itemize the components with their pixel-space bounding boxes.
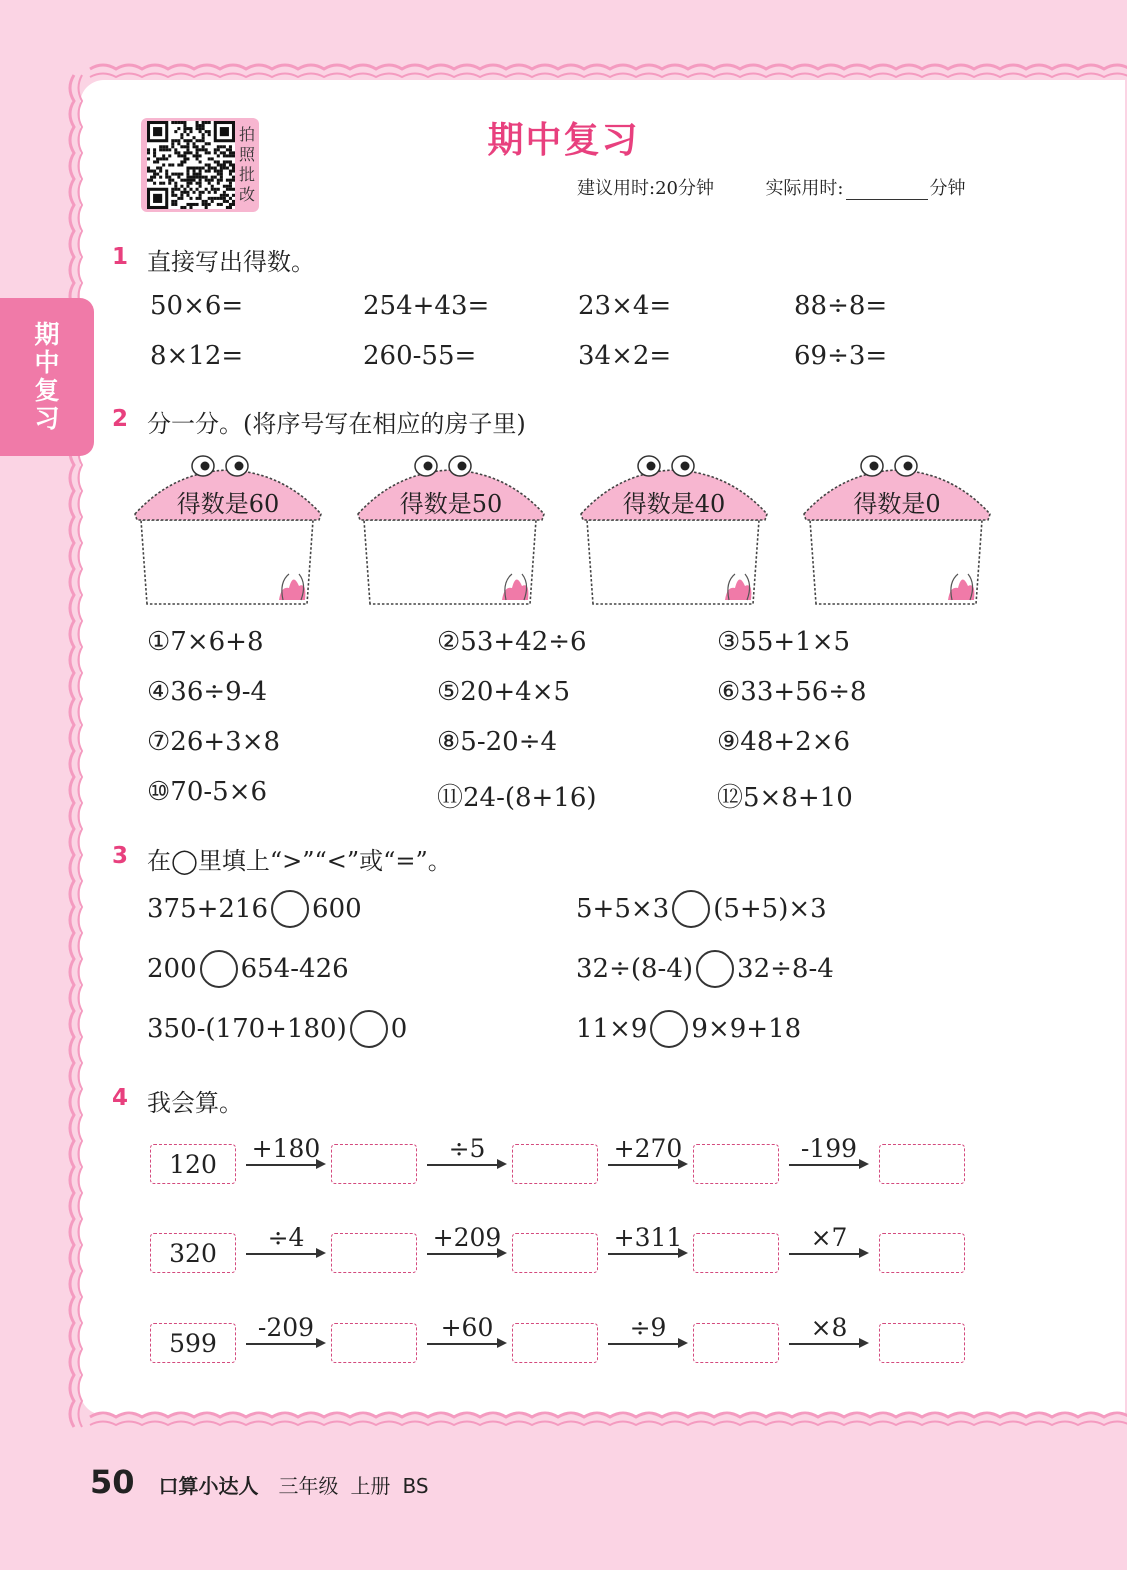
arrow-line <box>246 1164 318 1166</box>
side-tab-char: 中 <box>34 348 60 377</box>
answer-circle[interactable] <box>271 890 309 928</box>
q1-item[interactable]: 34×2= <box>578 341 672 371</box>
page-number: 50 <box>90 1463 135 1501</box>
q2-expression: ①7×6+8 <box>147 627 264 657</box>
suggested-time: 建议用时:20分钟 <box>577 178 714 199</box>
q3-comparison <box>147 1010 407 1048</box>
answer-box[interactable] <box>693 1144 779 1184</box>
chain-start-value: 599 <box>150 1323 236 1363</box>
arrow-head-icon <box>497 1338 507 1348</box>
arrow-head-icon <box>678 1248 688 1258</box>
side-tab-char: 期 <box>34 320 60 349</box>
question-2-number: 2 <box>112 406 129 432</box>
question-3-number: 3 <box>112 843 129 869</box>
q3-comparison <box>576 1010 801 1048</box>
operation-label: +209 <box>432 1223 502 1252</box>
house-drawing <box>133 450 323 610</box>
q3-left: 350-(170+180) <box>147 1014 347 1044</box>
answer-circle[interactable] <box>650 1010 688 1048</box>
operation-label: +60 <box>440 1313 494 1342</box>
q3-right: 600 <box>312 894 362 924</box>
operation-arrow <box>608 1223 688 1269</box>
actual-time-blank[interactable] <box>846 181 928 200</box>
answer-box[interactable] <box>512 1233 598 1273</box>
q3-left: 375+216 <box>147 894 269 924</box>
arrow-line <box>608 1164 680 1166</box>
answer-circle[interactable] <box>200 950 238 988</box>
operation-arrow <box>427 1134 507 1180</box>
q1-item[interactable]: 69÷3= <box>794 341 888 371</box>
operation-arrow <box>608 1313 688 1359</box>
answer-circle[interactable] <box>696 950 734 988</box>
arrow-line <box>246 1253 318 1255</box>
q2-expression: ⑤20+4×5 <box>437 677 571 707</box>
q2-expression: ⑩70-5×6 <box>147 777 268 807</box>
arrow-head-icon <box>859 1159 869 1169</box>
q3-right: 654-426 <box>240 954 349 984</box>
house-label: 得数是60 <box>176 490 280 518</box>
q3-right: 32÷8-4 <box>737 954 834 984</box>
operation-label: ÷4 <box>267 1223 305 1252</box>
q2-expression: ②53+42÷6 <box>437 627 587 657</box>
timing-line <box>577 174 966 200</box>
house-drawing <box>356 450 546 610</box>
answer-box[interactable] <box>331 1323 417 1363</box>
question-3-text: 在◯里填上“>”“<”或“=”。 <box>147 847 452 875</box>
q3-comparison <box>576 950 834 988</box>
q3-right: (5+5)×3 <box>713 894 827 924</box>
house-label: 得数是40 <box>622 490 726 518</box>
operation-arrow <box>427 1223 507 1269</box>
house-4[interactable] <box>802 450 992 614</box>
side-tab-char: 复 <box>34 376 60 405</box>
arrow-line <box>427 1343 499 1345</box>
answer-box[interactable] <box>512 1144 598 1184</box>
edition-label: BS <box>402 1474 429 1498</box>
q3-left: 32÷(8-4) <box>576 954 694 984</box>
q1-item[interactable]: 88÷8= <box>794 291 888 321</box>
arrow-head-icon <box>859 1338 869 1348</box>
arrow-head-icon <box>859 1248 869 1258</box>
arrow-head-icon <box>316 1248 326 1258</box>
arrow-head-icon <box>497 1248 507 1258</box>
chain-start-value: 120 <box>150 1144 236 1184</box>
answer-circle[interactable] <box>672 890 710 928</box>
book-title: 口算小达人 <box>158 1474 259 1498</box>
side-tab-char: 习 <box>34 404 60 433</box>
arrow-head-icon <box>316 1159 326 1169</box>
actual-time-label: 实际用时: <box>765 178 844 199</box>
arrow-line <box>789 1343 861 1345</box>
house-2[interactable] <box>356 450 546 614</box>
qr-caption: 拍 照 批 改 <box>238 125 255 204</box>
q1-item[interactable]: 260-55= <box>363 341 477 371</box>
arrow-line <box>608 1343 680 1345</box>
arrow-head-icon <box>678 1159 688 1169</box>
operation-label: ×8 <box>810 1313 848 1342</box>
operation-arrow <box>246 1134 326 1180</box>
q2-expression: ③55+1×5 <box>717 627 851 657</box>
q1-item[interactable]: 50×6= <box>150 291 244 321</box>
operation-label: ÷9 <box>629 1313 667 1342</box>
q2-expression: ⑥33+56÷8 <box>717 677 867 707</box>
answer-box[interactable] <box>512 1323 598 1363</box>
q1-item[interactable]: 8×12= <box>150 341 244 371</box>
operation-arrow <box>789 1134 869 1180</box>
arrow-head-icon <box>497 1159 507 1169</box>
arrow-line <box>789 1164 861 1166</box>
operation-arrow <box>246 1313 326 1359</box>
q3-comparison <box>576 890 827 928</box>
operation-label: +180 <box>251 1134 321 1163</box>
arrow-line <box>246 1343 318 1345</box>
answer-box[interactable] <box>879 1233 965 1273</box>
arrow-head-icon <box>316 1338 326 1348</box>
q1-item[interactable]: 254+43= <box>363 291 490 321</box>
q3-left: 11×9 <box>576 1014 648 1044</box>
page-footer <box>90 1463 441 1501</box>
house-1[interactable] <box>133 450 323 614</box>
operation-arrow <box>789 1313 869 1359</box>
arrow-line <box>789 1253 861 1255</box>
house-drawing <box>802 450 992 610</box>
q3-left: 5+5×3 <box>576 894 670 924</box>
operation-arrow <box>427 1313 507 1359</box>
answer-box[interactable] <box>331 1144 417 1184</box>
operation-label: +270 <box>613 1134 683 1163</box>
q2-expression: ⑧5-20÷4 <box>437 727 558 757</box>
chain-start-value: 320 <box>150 1233 236 1273</box>
q3-left: 200 <box>147 954 197 984</box>
operation-arrow <box>246 1223 326 1269</box>
answer-box[interactable] <box>693 1233 779 1273</box>
q2-expression: ⑪24-(8+16) <box>437 783 597 813</box>
q1-item[interactable]: 23×4= <box>578 291 672 321</box>
answer-box[interactable] <box>879 1144 965 1184</box>
operation-label: -209 <box>257 1313 315 1342</box>
q2-expression: ⑨48+2×6 <box>717 727 851 757</box>
answer-box[interactable] <box>879 1323 965 1363</box>
q2-expression: ④36÷9-4 <box>147 677 268 707</box>
q3-comparison <box>147 890 362 928</box>
q2-expression: ⑦26+3×8 <box>147 727 281 757</box>
house-label: 得数是50 <box>399 490 503 518</box>
question-4-text: 我会算。 <box>147 1089 243 1117</box>
q2-expression: ⑫5×8+10 <box>717 783 853 813</box>
answer-circle[interactable] <box>350 1010 388 1048</box>
operation-arrow <box>608 1134 688 1180</box>
question-2-text: 分一分。(将序号写在相应的房子里) <box>147 410 526 438</box>
arrow-line <box>427 1164 499 1166</box>
house-drawing <box>579 450 769 610</box>
answer-box[interactable] <box>331 1233 417 1273</box>
actual-time-unit: 分钟 <box>929 178 966 199</box>
question-1-text: 直接写出得数。 <box>147 248 315 276</box>
q3-comparison <box>147 950 349 988</box>
arrow-head-icon <box>678 1338 688 1348</box>
answer-box[interactable] <box>693 1323 779 1363</box>
q3-right: 0 <box>390 1014 408 1044</box>
operation-label: +311 <box>613 1223 683 1252</box>
arrow-line <box>427 1253 499 1255</box>
q3-right: 9×9+18 <box>691 1014 802 1044</box>
volume-label: 上册 <box>350 1474 391 1498</box>
house-3[interactable] <box>579 450 769 614</box>
side-tab-midterm <box>0 298 94 456</box>
house-label: 得数是0 <box>853 490 941 518</box>
grade-label: 三年级 <box>278 1474 339 1498</box>
question-4-number: 4 <box>112 1085 129 1111</box>
operation-arrow <box>789 1223 869 1269</box>
page-title: 期中复习 <box>487 120 640 161</box>
operation-label: ×7 <box>810 1223 848 1252</box>
question-1-number: 1 <box>112 244 129 270</box>
operation-label: ÷5 <box>448 1134 486 1163</box>
arrow-line <box>608 1253 680 1255</box>
operation-label: -199 <box>800 1134 858 1163</box>
